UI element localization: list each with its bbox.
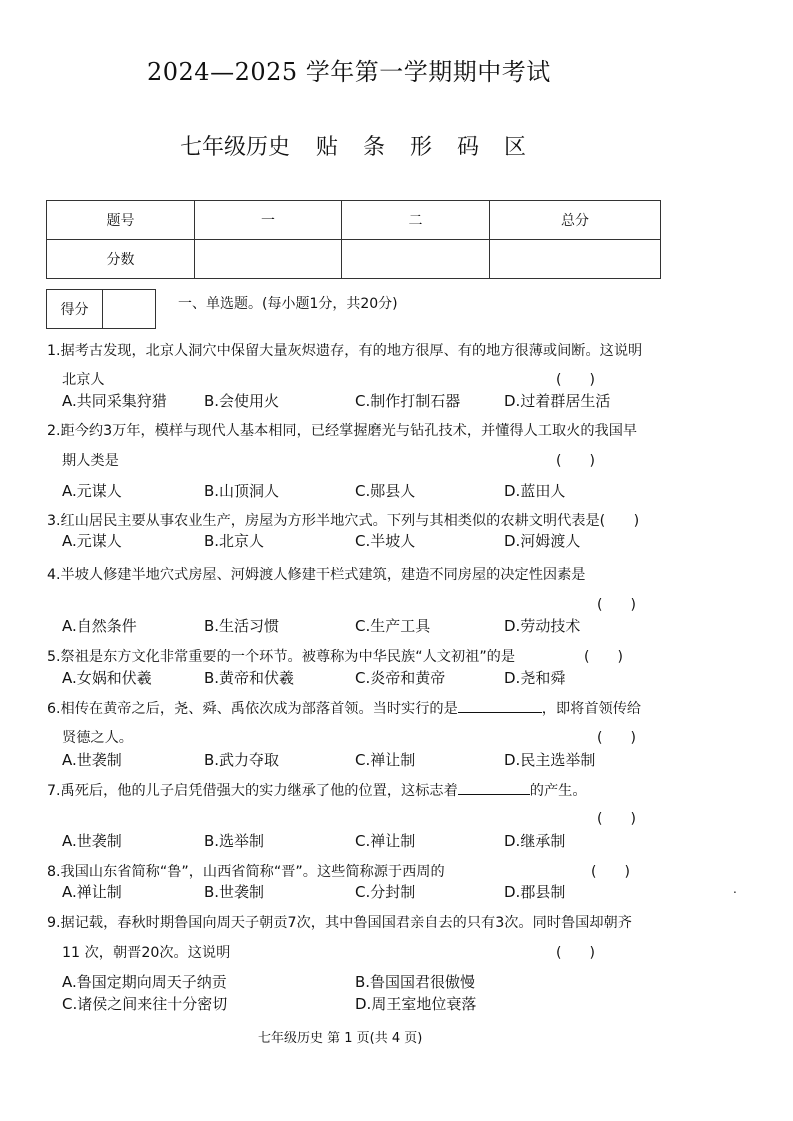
- question-6-stem-b: ，即将首领传给: [541, 701, 642, 717]
- answer-paren-4[interactable]: ( ): [597, 597, 636, 613]
- score-cell-label: 题号: [47, 201, 195, 240]
- question-4-stem: 4.半坡人修建半地穴式房屋、河姆渡人修建干栏式建筑，建造不同房屋的决定性因素是: [47, 567, 586, 583]
- q7-option-b[interactable]: B.选举制: [204, 832, 265, 850]
- answer-paren-7[interactable]: ( ): [597, 811, 636, 827]
- exam-title: 2024—2025 学年第一学期期中考试: [147, 58, 551, 86]
- score-table: [46, 200, 661, 279]
- answer-paren-2[interactable]: ( ): [556, 453, 595, 469]
- answer-paren-1[interactable]: ( ): [556, 372, 595, 388]
- question-1-cont: 北京人: [62, 372, 105, 388]
- q1-option-b[interactable]: B.会使用火: [204, 392, 280, 410]
- section-score-box: [46, 289, 156, 329]
- q9-option-c[interactable]: C.诸侯之间来往十分密切: [62, 995, 228, 1013]
- score-table-score-row: [47, 240, 661, 279]
- question-7-stem-b: 的产生。: [529, 783, 587, 799]
- question-6-cont: 贤德之人。: [62, 730, 133, 746]
- q8-option-a[interactable]: A.禅让制: [62, 883, 122, 901]
- question-6-stem: [47, 698, 641, 718]
- question-3-stem: 3.红山居民主要从事农业生产，房屋为方形半地穴式。下列与其相类似的农耕文明代表是( ): [47, 513, 640, 529]
- answer-paren-9[interactable]: ( ): [556, 945, 595, 961]
- question-6-blank[interactable]: [458, 698, 542, 713]
- score-row-label: 分数: [47, 240, 195, 279]
- question-5-stem: 5.祭祖是东方文化非常重要的一个环节。被尊称为中华民族“人文初祖”的是: [47, 649, 516, 665]
- q1-option-d[interactable]: D.过着群居生活: [504, 392, 611, 410]
- defen-label: 得分: [47, 290, 103, 329]
- q9-option-d[interactable]: D.周王室地位衰落: [355, 995, 477, 1013]
- score-cell-total: 总分: [490, 201, 661, 240]
- answer-paren-6[interactable]: ( ): [597, 730, 636, 746]
- score-input-part2[interactable]: [342, 240, 490, 279]
- q4-option-a[interactable]: A.自然条件: [62, 617, 137, 635]
- q9-option-a[interactable]: A.鲁国定期向周天子纳贡: [62, 973, 227, 991]
- q2-option-d[interactable]: D.蓝田人: [504, 482, 566, 500]
- page-footer: 七年级历史 第 1 页(共 4 页): [258, 1031, 423, 1046]
- question-7-stem: [47, 780, 587, 800]
- q8-option-c[interactable]: C.分封制: [355, 883, 416, 901]
- q7-option-d[interactable]: D.继承制: [504, 832, 566, 850]
- q2-option-c[interactable]: C.郧县人: [355, 482, 416, 500]
- score-cell-part1: 一: [195, 201, 342, 240]
- q4-option-c[interactable]: C.生产工具: [355, 617, 431, 635]
- q9-option-b[interactable]: B.鲁国国君很傲慢: [355, 973, 476, 991]
- q2-option-b[interactable]: B.山顶洞人: [204, 482, 280, 500]
- q1-option-c[interactable]: C.制作打制石器: [355, 392, 461, 410]
- section-heading: 一、单选题。(每小题1分，共20分): [178, 296, 398, 312]
- subject-title: 七年级历史: [180, 135, 291, 160]
- score-input-part1[interactable]: [195, 240, 342, 279]
- q3-option-d[interactable]: D.河姆渡人: [504, 532, 581, 550]
- question-1-stem: 1.据考古发现，北京人洞穴中保留大量灰烬遗存，有的地方很厚、有的地方很薄或间断。这说明: [47, 343, 643, 359]
- question-7-stem-a: 7.禹死后，他的儿子启凭借强大的实力继承了他的位置，这标志着: [47, 783, 458, 799]
- q6-option-c[interactable]: C.禅让制: [355, 751, 416, 769]
- answer-paren-5[interactable]: ( ): [584, 649, 623, 665]
- question-8-stem: 8.我国山东省简称“鲁”，山西省简称“晋”。这些简称源于西周的: [47, 864, 445, 880]
- q8-option-d[interactable]: D.郡县制: [504, 883, 566, 901]
- barcode-area-label: 贴 条 形 码 区: [316, 135, 535, 160]
- q6-option-d[interactable]: D.民主选举制: [504, 751, 596, 769]
- q6-option-b[interactable]: B.武力夺取: [204, 751, 280, 769]
- question-7-blank[interactable]: [458, 780, 530, 795]
- q3-option-a[interactable]: A.元谋人: [62, 532, 122, 550]
- q5-option-d[interactable]: D.尧和舜: [504, 669, 566, 687]
- q5-option-b[interactable]: B.黄帝和伏羲: [204, 669, 295, 687]
- q7-option-a[interactable]: A.世袭制: [62, 832, 122, 850]
- q6-option-a[interactable]: A.世袭制: [62, 751, 122, 769]
- question-9-cont: 11 次，朝晋20次。这说明: [62, 945, 231, 961]
- q8-option-b[interactable]: B.世袭制: [204, 883, 265, 901]
- question-9-stem: 9.据记载，春秋时期鲁国向周天子朝贡7次，其中鲁国国君亲自去的只有3次。同时鲁国却朝齐: [47, 915, 632, 931]
- defen-input[interactable]: [103, 290, 156, 329]
- q3-option-b[interactable]: B.北京人: [204, 532, 265, 550]
- q4-option-d[interactable]: D.劳动技术: [504, 617, 581, 635]
- question-2-stem: 2.距今约3万年，模样与现代人基本相同，已经掌握磨光与钻孔技术，并懂得人工取火的我国早: [47, 423, 638, 439]
- score-table-header-row: [47, 201, 661, 240]
- q2-option-a[interactable]: A.元谋人: [62, 482, 122, 500]
- q7-option-c[interactable]: C.禅让制: [355, 832, 416, 850]
- q5-option-a[interactable]: A.女娲和伏羲: [62, 669, 152, 687]
- q3-option-c[interactable]: C.半坡人: [355, 532, 416, 550]
- question-2-cont: 期人类是: [62, 453, 119, 469]
- answer-paren-8[interactable]: ( ): [591, 864, 630, 880]
- stray-mark: .: [733, 882, 737, 896]
- score-input-total[interactable]: [490, 240, 661, 279]
- q1-option-a[interactable]: A.共同采集狩猎: [62, 392, 167, 410]
- q5-option-c[interactable]: C.炎帝和黄帝: [355, 669, 446, 687]
- score-cell-part2: 二: [342, 201, 490, 240]
- question-6-stem-a: 6.相传在黄帝之后，尧、舜、禹依次成为部落首领。当时实行的是: [47, 701, 458, 717]
- q4-option-b[interactable]: B.生活习惯: [204, 617, 280, 635]
